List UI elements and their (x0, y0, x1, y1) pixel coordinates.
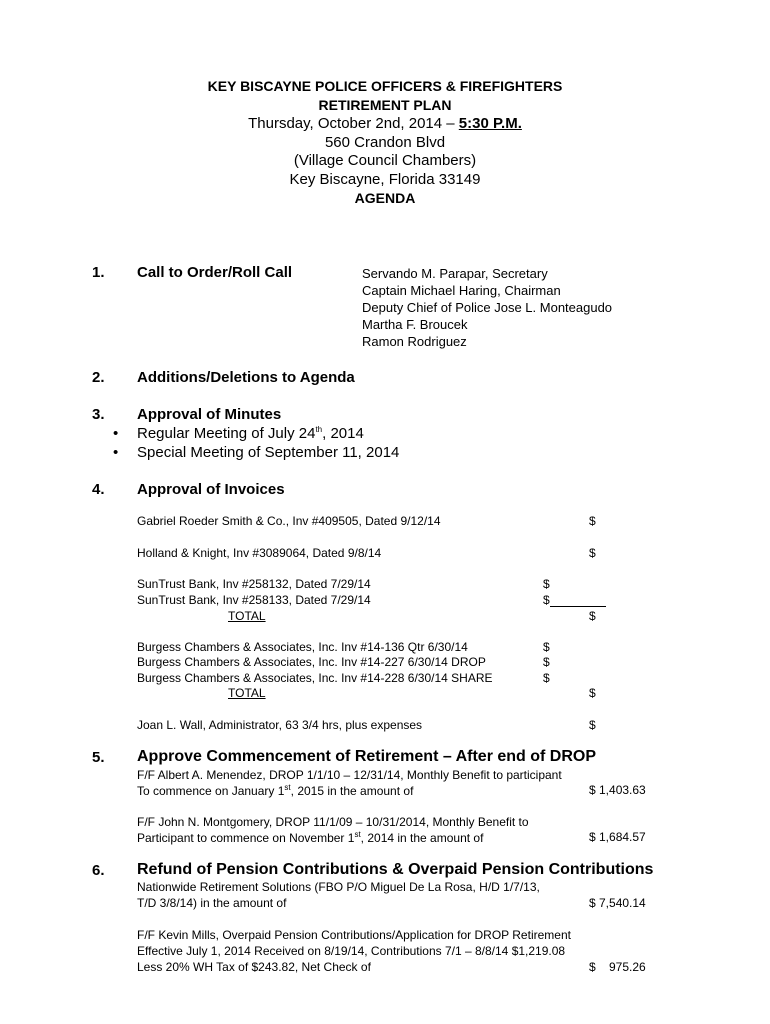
bullet: • (113, 425, 119, 442)
invoice-total-label: TOTAL (228, 609, 266, 623)
roll-call-member: Deputy Chief of Police Jose L. Monteagudo (362, 300, 613, 315)
plan-title: KEY BISCAYNE POLICE OFFICERS & FIREFIGHTERS (207, 78, 563, 94)
item-title: Approval of Invoices (137, 481, 285, 498)
meeting-address: 560 Crandon Blvd (324, 134, 446, 151)
refund-line: F/F Kevin Mills, Overpaid Pension Contributions/Application for DROP Retirement (137, 928, 571, 942)
item-title: Approve Commencement of Retirement – After end of DROP (137, 748, 597, 765)
retirement-line: Participant to commence on November 1st, 2014 in the amount of (137, 830, 484, 845)
roll-call-member: Servando M. Parapar, Secretary (362, 266, 548, 281)
item-title: Additions/Deletions to Agenda (137, 369, 355, 386)
invoice-amount: $ (543, 671, 550, 685)
refund-line: Less 20% WH Tax of $243.82, Net Check of (137, 960, 371, 974)
item-number: 1. (92, 264, 105, 281)
retirement-line: F/F Albert A. Menendez, DROP 1/1/10 – 12/31/14, Monthly Benefit to participant (137, 768, 562, 782)
invoice-amount: $ (543, 655, 550, 669)
invoice-amount: $ (589, 546, 596, 560)
retirement-amount: $ 1,684.57 (589, 830, 646, 844)
item-title: Approval of Minutes (137, 406, 282, 423)
invoice-total-label: TOTAL (228, 686, 266, 700)
meeting-date: Thursday, October 2nd, 2014 – 5:30 P.M. (248, 115, 522, 132)
refund-amount: $ 7,540.14 (589, 896, 646, 910)
invoice-line: Burgess Chambers & Associates, Inc. Inv #14-227 6/30/14 DROP (137, 655, 486, 669)
invoice-total-amount: $ (589, 609, 596, 623)
refund-line: Effective July 1, 2014 Received on 8/19/14, Contributions 7/1 – 8/8/14 $1,219.08 (137, 944, 566, 958)
refund-line: T/D 3/8/14) in the amount of (137, 896, 287, 910)
invoice-amount: $ (543, 640, 550, 654)
retirement-line: F/F John N. Montgomery, DROP 11/1/09 – 10/31/2014, Monthly Benefit to (137, 815, 529, 829)
invoice-line: Gabriel Roeder Smith & Co., Inv #409505, Dated 9/12/14 (137, 514, 441, 528)
item-number: 5. (92, 749, 105, 766)
invoice-line: Joan L. Wall, Administrator, 63 3/4 hrs, plus expenses (137, 718, 423, 732)
minutes-item: Regular Meeting of July 24th, 2014 (137, 425, 364, 442)
meeting-time: 5:30 P.M. (458, 115, 522, 132)
meeting-city: Key Biscayne, Florida 33149 (289, 171, 481, 188)
refund-line: Nationwide Retirement Solutions (FBO P/O Miguel De La Rosa, H/D 1/7/13, (137, 880, 540, 894)
item-title: Refund of Pension Contributions & Overpaid Pension Contributions (137, 861, 654, 878)
retirement-amount: $ 1,403.63 (589, 783, 646, 797)
invoice-line: SunTrust Bank, Inv #258133, Dated 7/29/14 (137, 593, 371, 607)
agenda-heading: AGENDA (354, 190, 416, 206)
invoice-line: Holland & Knight, Inv #3089064, Dated 9/8/14 (137, 546, 382, 560)
item-number: 6. (92, 862, 105, 879)
invoice-line: Burgess Chambers & Associates, Inc. Inv #14-136 Qtr 6/30/14 (137, 640, 468, 654)
roll-call-member: Captain Michael Haring, Chairman (362, 283, 561, 298)
amount-blank-line (550, 594, 606, 607)
roll-call-member: Ramon Rodriguez (362, 334, 467, 349)
item-number: 4. (92, 481, 105, 498)
invoice-amount: $ (589, 514, 596, 528)
plan-subtitle: RETIREMENT PLAN (318, 97, 452, 113)
item-number: 3. (92, 406, 105, 423)
invoice-line: Burgess Chambers & Associates, Inc. Inv #14-228 6/30/14 SHARE (137, 671, 493, 685)
refund-amount: 975.26 (609, 960, 646, 974)
retirement-line: To commence on January 1st, 2015 in the amount of (137, 783, 414, 798)
item-number: 2. (92, 369, 105, 386)
invoice-line: SunTrust Bank, Inv #258132, Dated 7/29/14 (137, 577, 371, 591)
invoice-amount: $ (543, 577, 550, 591)
item-title: Call to Order/Roll Call (137, 264, 293, 281)
invoice-total-amount: $ (589, 686, 596, 700)
roll-call-member: Martha F. Broucek (362, 317, 468, 332)
refund-amount-sign: $ (589, 960, 596, 974)
meeting-venue: (Village Council Chambers) (293, 152, 477, 169)
minutes-item: Special Meeting of September 11, 2014 (137, 444, 400, 461)
invoice-amount: $ (589, 718, 596, 732)
invoice-amount: $ (543, 593, 606, 607)
bullet: • (113, 444, 119, 461)
